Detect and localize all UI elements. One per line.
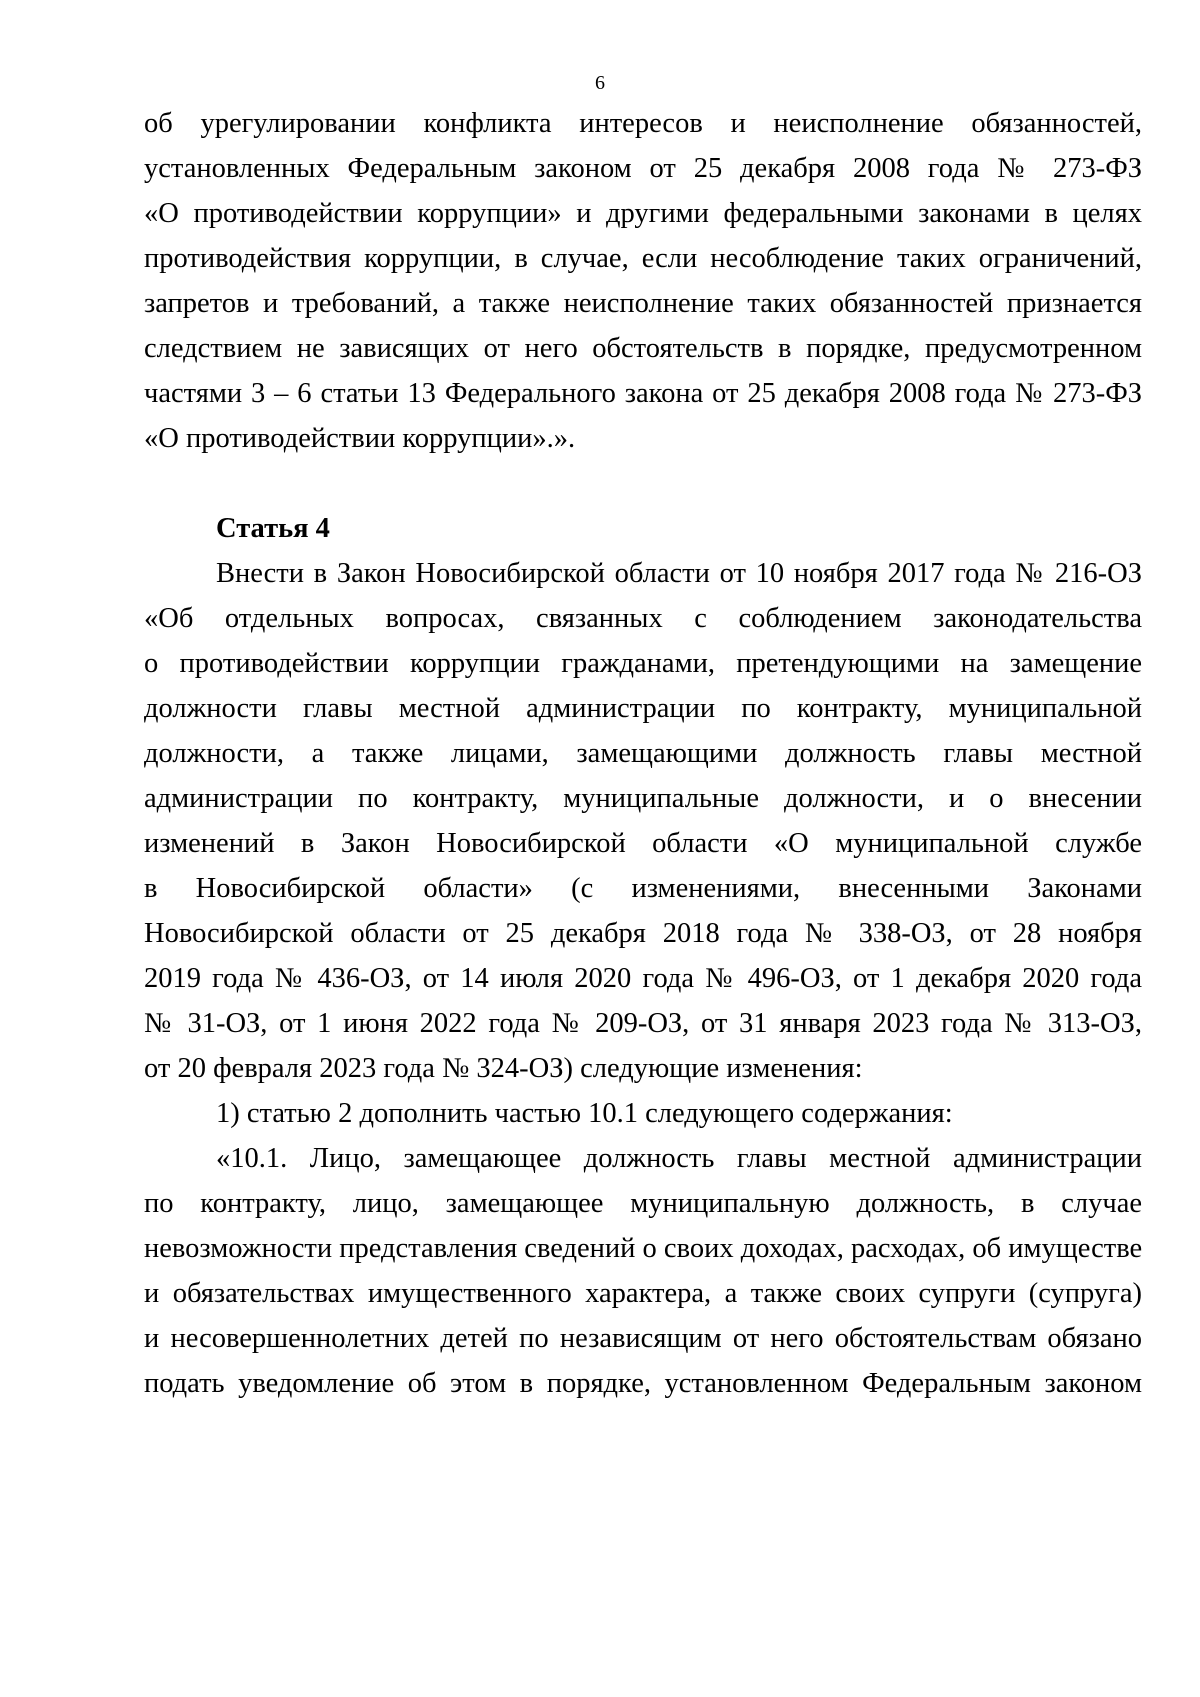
text-line: противодействия коррупции, в случае, если несоблюдение таких ограничений, — [144, 243, 1142, 274]
text-line: «10.1. Лицо, замещающее должность главы местной администрации — [216, 1143, 1142, 1174]
text-line: от 20 февраля 2023 года № 324-ОЗ) следующие изменения: — [144, 1053, 863, 1084]
page-number: 6 — [595, 72, 605, 94]
text-line: должности главы местной администрации по контракту, муниципальной — [144, 693, 1142, 724]
text-line: о противодействии коррупции гражданами, претендующими на замещение — [144, 648, 1142, 679]
text-line: и обязательствах имущественного характера, а также своих супруги (супруга) — [144, 1278, 1142, 1309]
text-line: подать уведомление об этом в порядке, установленном Федеральным законом — [144, 1368, 1142, 1399]
text-line: запретов и требований, а также неисполнение таких обязанностей признается — [144, 288, 1142, 319]
article-heading: Статья 4 — [216, 513, 330, 544]
text-line: изменений в Закон Новосибирской области «О муниципальной службе — [144, 828, 1142, 859]
text-line: установленных Федеральным законом от 25 декабря 2008 года № 273-ФЗ — [144, 153, 1142, 184]
text-line: Новосибирской области от 25 декабря 2018 года № 338-ОЗ, от 28 ноября — [144, 918, 1142, 949]
text-line: «О противодействии коррупции» и другими федеральными законами в целях — [144, 198, 1142, 229]
text-line: Внести в Закон Новосибирской области от 10 ноября 2017 года № 216-ОЗ — [216, 558, 1142, 589]
text-line: частями 3 – 6 статьи 13 Федерального закона от 25 декабря 2008 года № 273-ФЗ — [144, 378, 1142, 409]
text-line: № 31-ОЗ, от 1 июня 2022 года № 209-ОЗ, от 31 января 2023 года № 313-ОЗ, — [144, 1008, 1142, 1039]
text-line: «О противодействии коррупции».». — [144, 423, 576, 454]
text-line: должности, а также лицами, замещающими должность главы местной — [144, 738, 1142, 769]
text-line: в Новосибирской области» (с изменениями, внесенными Законами — [144, 873, 1142, 904]
text-line: невозможности представления сведений о своих доходах, расходах, об имуществе — [144, 1233, 1143, 1264]
text-line: 2019 года № 436-ОЗ, от 14 июля 2020 года № 496-ОЗ, от 1 декабря 2020 года — [144, 963, 1142, 994]
text-line: следствием не зависящих от него обстоятельств в порядке, предусмотренном — [144, 333, 1142, 364]
text-line: «Об отдельных вопросах, связанных с соблюдением законодательства — [144, 603, 1142, 634]
text-line: администрации по контракту, муниципальные должности, и о внесении — [144, 783, 1142, 814]
text-line: об урегулировании конфликта интересов и неисполнение обязанностей, — [144, 108, 1142, 139]
text-line: по контракту, лицо, замещающее муниципальную должность, в случае — [144, 1188, 1142, 1219]
text-line: 1) статью 2 дополнить частью 10.1 следующего содержания: — [216, 1098, 953, 1129]
text-line: и несовершеннолетних детей по независящим от него обстоятельствам обязано — [144, 1323, 1142, 1354]
